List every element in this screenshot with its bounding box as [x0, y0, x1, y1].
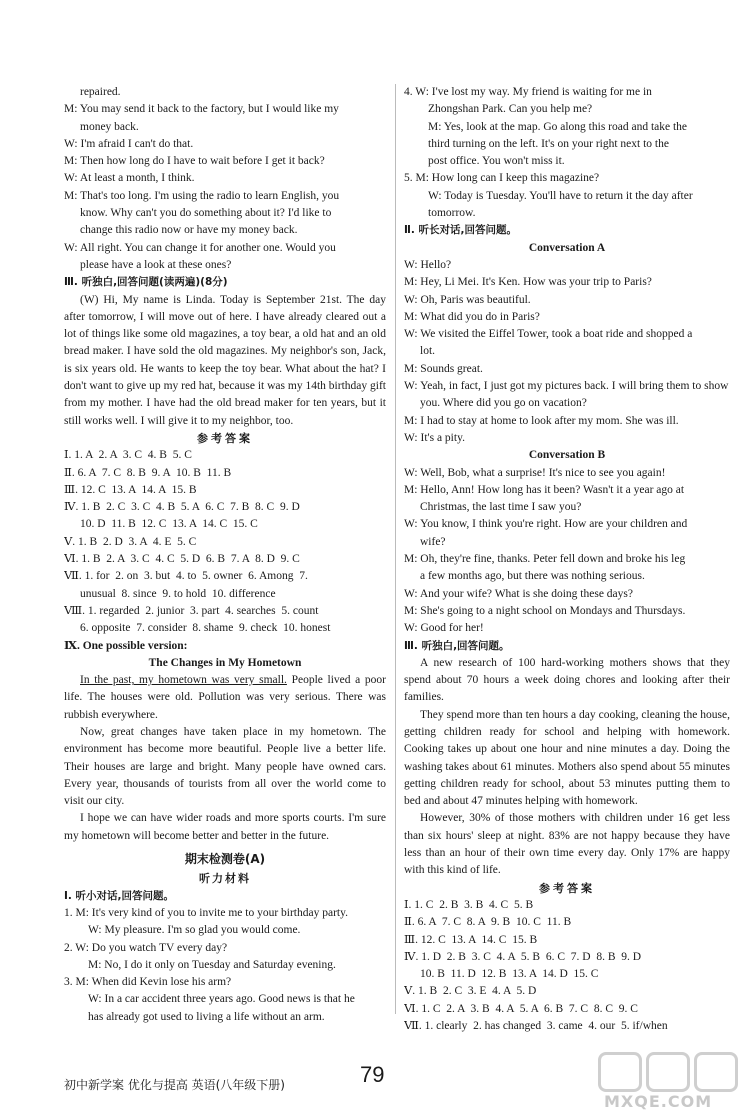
text-line: Ⅱ. 听长对话,回答问题。 [404, 224, 518, 237]
answer-line: unusual 8. since 9. to hold 10. difference [80, 587, 276, 600]
text-line: M: Hey, Li Mei. It's Ken. How was your trip to Paris? [404, 276, 652, 289]
short-dialogues [64, 888, 386, 1026]
text-line: M: That's too long. I'm using the radio to learn English, you [64, 189, 340, 202]
answer-line: Ⅶ. 1. clearly 2. has changed 3. came 4. our 5. if/when [404, 1020, 668, 1033]
answer-key-title: 参考答案 [197, 431, 253, 445]
text-line: wife? [420, 535, 446, 548]
text-line: W: At least a month, I think. [64, 172, 195, 185]
answer-line: Ⅷ. 1. regarded 2. junior 3. part 4. searches 5. count [64, 604, 319, 617]
text-line: W: Oh, Paris was beautiful. [404, 293, 531, 306]
text-line: post office. You won't miss it. [428, 155, 565, 168]
text-line: Ⅲ. 听独白,回答问题。 [404, 639, 510, 652]
exam-title: 期末检测卷(A) [184, 852, 266, 867]
answer-line: Ⅱ. 6. A 7. C 8. B 9. A 10. B 11. B [64, 466, 232, 479]
text-line: Zhongshan Park. Can you help me? [428, 103, 593, 116]
essay-underlined-sentence: In the past, my hometown was very small. [80, 674, 287, 687]
watermark-url: MXQE.COM [604, 1092, 713, 1111]
text-line: Ⅰ. 听小对话,回答问题。 [64, 889, 175, 902]
text-line: M: You may send it back to the factory, but I would like my [64, 103, 339, 116]
watermark-box [646, 1052, 690, 1092]
answer-line: Ⅸ. One possible version: [64, 639, 188, 652]
answer-line: Ⅰ. 1. A 2. A 3. C 4. B 5. C [64, 449, 192, 462]
answer-line: Ⅵ. 1. B 2. A 3. C 4. C 5. D 6. B 7. A 8. D 9. C [64, 553, 300, 566]
answer-line: Ⅳ. 1. B 2. C 3. C 4. B 5. A 6. C 7. B 8. C 9. D [64, 501, 300, 514]
monologue-paragraph-3: However, 30% of those mothers with children under 16 get less than six hours' sleep at night. 83% are not happy because they have less than an hour of their own time every day. Only 17% are happy with this kind of life. [404, 812, 730, 877]
text-line: W: Good for her! [404, 622, 484, 635]
book-title: 初中新学案 优化与提高 英语(八年级下册) [64, 1078, 285, 1092]
answer-line: Ⅱ. 6. A 7. C 8. A 9. B 10. C 11. B [404, 916, 572, 929]
text-line: W: It's a pity. [404, 431, 465, 444]
answer-line: Ⅲ. 12. C 13. A 14. C 15. B [404, 933, 538, 946]
watermark-box [694, 1052, 738, 1092]
text-line: 5. M: How long can I keep this magazine? [404, 172, 600, 185]
text-line: W: All right. You can change it for another one. Would you [64, 241, 336, 254]
text-line: M: Oh, they're fine, thanks. Peter fell down and broke his leg [404, 553, 686, 566]
text-line: M: Hello, Ann! How long has it been? Wasn't it a year ago at [404, 483, 685, 496]
text-line: M: What did you do in Paris? [404, 310, 540, 323]
essay-paragraph-2: Now, great changes have taken place in my hometown. The environment has become more beautiful. People live a better life. Their houses are large and bright. Many people have owned cars. Every year, thousands of tourists from all over the world come to visit our city. [64, 725, 386, 808]
listening-title: 听力材料 [199, 872, 251, 886]
text-line: W: I'm afraid I can't do that. [64, 137, 194, 150]
answer-line: Ⅵ. 1. C 2. A 3. B 4. A 5. A 6. B 7. C 8. C 9. C [404, 1002, 638, 1015]
monologue-paragraph-1: A new research of 100 hard-working mothers shows that they spend about 70 hours a week doing chores and looking after their families. [404, 656, 730, 704]
text-line: W: Hello? [404, 258, 452, 271]
text-line: W: Today is Tuesday. You'll have to return it the day after [428, 189, 693, 202]
text-line: M: Then how long do I have to wait before I get it back? [64, 155, 325, 168]
answer-key [64, 447, 386, 655]
text-line: W: My pleasure. I'm so glad you would come. [88, 924, 301, 937]
text-line: M: Yes, look at the map. Go along this road and take the [428, 120, 688, 133]
text-line: W: Yeah, in fact, I just got my pictures back. I will bring them to show [404, 380, 729, 393]
text-line: W: You know, I think you're right. How are your children and [404, 518, 688, 531]
answer-line: Ⅴ. 1. B 2. C 3. E 4. A 5. D [404, 985, 537, 998]
text-line: Conversation B [528, 449, 606, 462]
text-line: 3. M: When did Kevin lose his arm? [64, 976, 232, 989]
watermark-logo [598, 1052, 744, 1112]
answer-key-title: 参考答案 [539, 881, 595, 895]
text-line: 4. W: I've lost my way. My friend is waiting for me in [404, 86, 652, 98]
right-column [404, 84, 730, 1035]
essay-paragraph-1: In the past, my hometown was very small. People lived a poor life. The houses were old. Pollution was very serious. There was rubbish everywhere. [64, 674, 386, 721]
text-line: M: She's going to a night school on Mondays and Thursdays. [404, 604, 686, 617]
left-column [64, 84, 386, 1026]
monologue-paragraph-2: They spend more than ten hours a day cooking, cleaning the house, getting children ready for school and helping with homework. Cooking takes up about one hour and nine minutes a day. Doing the washing takes about 61 minutes. Mothers also spend about 55 minutes getting children ready for school, about 53 minutes putting them to bed and about 47 minutes helping with homework. [404, 708, 730, 808]
text-line: change this radio now or have my money back. [80, 224, 298, 237]
answer-line: Ⅲ. 12. C 13. A 14. A 15. B [64, 483, 197, 496]
text-line: know. Why can't you do something about it? I'd like to [80, 207, 332, 220]
answer-line: Ⅳ. 1. D 2. B 3. C 4. A 5. B 6. C 7. D 8. B 9. D [404, 950, 642, 963]
answer-line: Ⅴ. 1. B 2. D 3. A 4. E 5. C [64, 535, 197, 548]
text-line: M: No, I do it only on Tuesday and Saturday evening. [88, 958, 336, 971]
text-line: lot. [420, 345, 436, 358]
text-line: W: We visited the Eiffel Tower, took a boat ride and shopped a [404, 328, 693, 341]
answer-key [404, 897, 730, 1035]
text-line: you. Where did you go on vacation? [420, 397, 587, 410]
text-line: 1. M: It's very kind of you to invite me to your birthday party. [64, 906, 348, 919]
text-line: W: In a car accident three years ago. Good news is that he [88, 993, 355, 1006]
answer-line: 10. D 11. B 12. C 13. A 14. C 15. C [80, 518, 258, 531]
text-line: tomorrow. [428, 207, 476, 220]
text-line: 2. W: Do you watch TV every day? [64, 941, 228, 954]
text-line: money back. [80, 120, 139, 133]
essay-paragraph-3: I hope we can have wider roads and more sports courts. I'm sure my hometown will become better and better in the future. [64, 812, 386, 842]
text-line: M: I had to stay at home to look after my mom. She was ill. [404, 414, 679, 427]
answer-line: 10. B 11. D 12. B 13. A 14. D 15. C [420, 968, 599, 981]
text-line: Christmas, the last time I saw you? [420, 501, 582, 514]
monologue-text: (W) Hi, My name is Linda. Today is September 21st. The day after tomorrow, I will move out of here. I have already cleared out a lot of things like some old magazines, a toy bear, a old hat and an old bread maker. I have sold the old magazines. My neighbor's son, Jack, is six years old. He wants to keep the toy bear. What about the hat? I don't want to give up my red hat, because it was my 14th birthday gift from my mother. I have had the old bread maker for ten years, but it still works well. I will give it to my neighbor, too. [64, 293, 386, 427]
essay-title: The Changes in My Hometown [148, 656, 302, 669]
text-line: a few months ago, but there was nothing serious. [420, 570, 645, 583]
text-line: Ⅲ. 听独白,回答问题(读两遍)(8分) [64, 276, 228, 289]
page-number: 79 [360, 1062, 385, 1087]
text-line: repaired. [80, 86, 121, 98]
text-line: please have a look at these ones? [80, 258, 232, 271]
dialogue-lines [64, 84, 386, 292]
text-line: Conversation A [528, 241, 606, 254]
text-line: third turning on the left. It's on your right next to the [428, 137, 669, 150]
answer-line: 6. opposite 7. consider 8. shame 9. check 10. honest [80, 622, 331, 635]
watermark-box [598, 1052, 642, 1092]
text-line: has already got used to living a life without an arm. [88, 1010, 325, 1023]
text-line: W: Well, Bob, what a surprise! It's nice to see you again! [404, 466, 666, 479]
text-line: W: And your wife? What is she doing these days? [404, 587, 633, 600]
conversation-lines [404, 84, 730, 655]
text-line: M: Sounds great. [404, 362, 483, 375]
answer-line: Ⅶ. 1. for 2. on 3. but 4. to 5. owner 6. Among 7. [64, 570, 308, 583]
answer-line: Ⅰ. 1. C 2. B 3. B 4. C 5. B [404, 898, 534, 911]
column-divider [395, 84, 396, 1014]
